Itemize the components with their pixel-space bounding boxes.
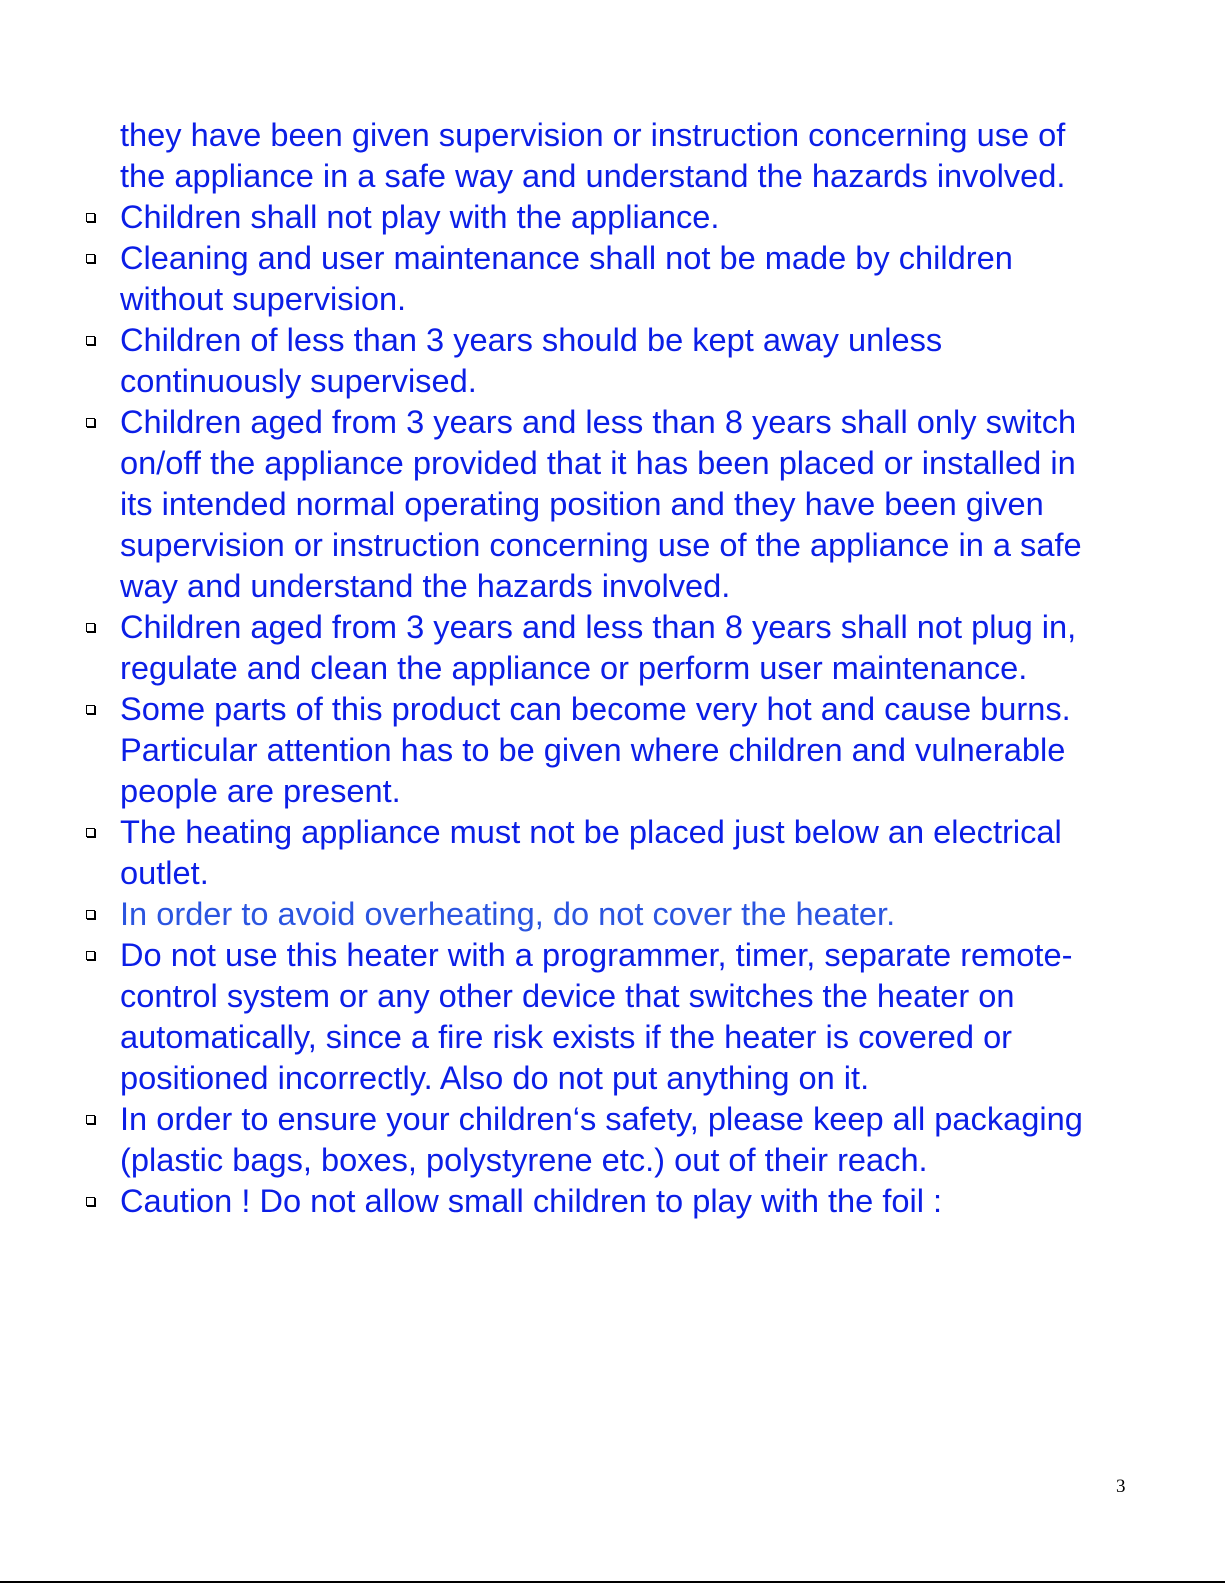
intro-paragraph: they have been given supervision or instruction concerning use of the appliance in a safe way and understand the hazards involved. (120, 116, 1066, 194)
square-bullet-icon (86, 336, 95, 345)
square-bullet-icon (86, 418, 95, 427)
square-bullet-icon (86, 254, 95, 263)
square-bullet-icon (86, 1115, 95, 1124)
bullet-text: The heating appliance must not be placed just below an electrical outlet. (120, 813, 1062, 891)
bullet-text: In order to ensure your children‘s safety, please keep all packaging (plastic bags, boxes, polystyrene etc.) out of their reach. (120, 1100, 1083, 1178)
bullet-item (120, 893, 1110, 934)
page-number: 3 (1116, 1476, 1126, 1497)
bullet-text: Some parts of this product can become very hot and cause burns. Particular attention has to be given where children and vulnerable people are present. (120, 690, 1071, 809)
bullet-item (120, 1180, 1110, 1221)
square-bullet-icon (86, 1197, 95, 1206)
bullet-text: Children aged from 3 years and less than 8 years shall only switch on/off the appliance provided that it has been placed or installed in its intended normal operating position and they have been given supervision or instruction concerning use of the appliance in a safe way and understand the hazards involved. (120, 403, 1082, 604)
bullet-text: Cleaning and user maintenance shall not be made by children without supervision. (120, 239, 1013, 317)
square-bullet-icon (86, 828, 95, 837)
square-bullet-icon (86, 951, 95, 960)
square-bullet-icon (86, 910, 95, 919)
bullet-item (120, 196, 1110, 237)
bullet-item (120, 319, 1110, 401)
bullet-item (120, 606, 1110, 688)
bullet-item (120, 237, 1110, 319)
page-bottom-divider (0, 1581, 1225, 1583)
square-bullet-icon (86, 705, 95, 714)
bullet-text: Children of less than 3 years should be kept away unless continuously supervised. (120, 321, 943, 399)
bullet-item (120, 811, 1110, 893)
bullet-text: In order to avoid overheating, do not cover the heater. (120, 895, 896, 932)
bullet-text: Do not use this heater with a programmer, timer, separate remote-control system or any other device that switches the heater on automatically, since a fire risk exists if the heater is covered or positioned incorrectly. Also do not put anything on it. (120, 936, 1073, 1096)
bullet-item (120, 934, 1110, 1098)
bullet-item (120, 688, 1110, 811)
safety-instructions (120, 114, 1110, 1221)
square-bullet-icon (86, 213, 95, 222)
bullet-item (120, 1098, 1110, 1180)
square-bullet-icon (86, 623, 95, 632)
bullet-text: Children shall not play with the appliance. (120, 198, 720, 235)
bullet-text: Children aged from 3 years and less than 8 years shall not plug in, regulate and clean the appliance or perform user maintenance. (120, 608, 1077, 686)
bullet-text: Caution ! Do not allow small children to play with the foil : (120, 1182, 943, 1219)
bullet-item (120, 401, 1110, 606)
